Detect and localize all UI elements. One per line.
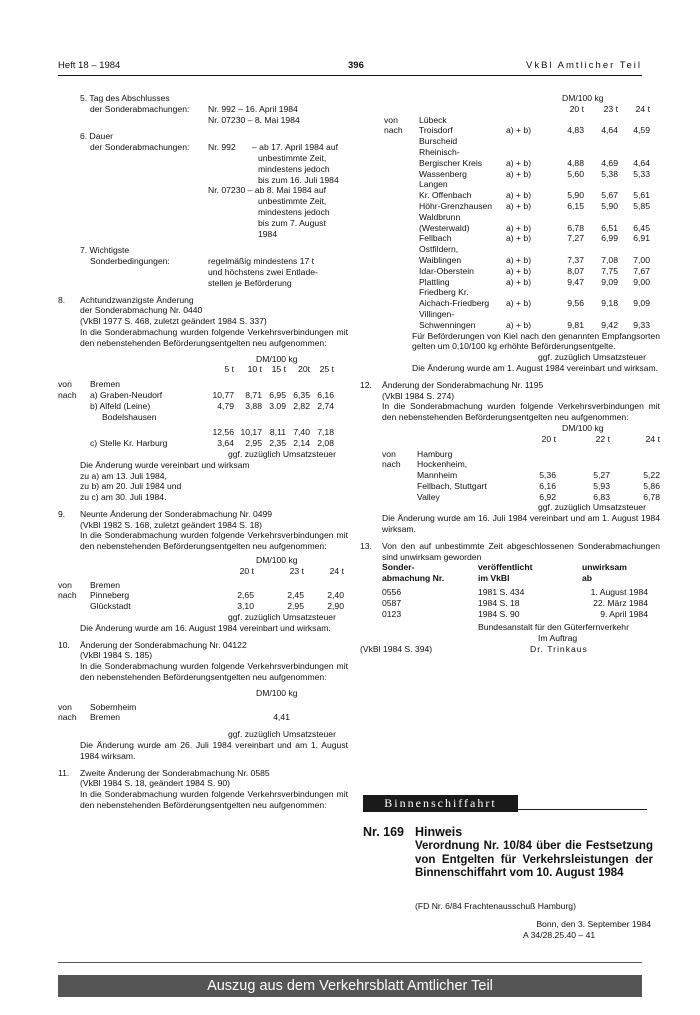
destination: a) Graben-Neudorf	[90, 389, 163, 400]
rate-cell: 6,92	[539, 491, 556, 502]
vat-note: ggf. zuzüglich Umsatzsteuer	[228, 448, 336, 459]
rate-cell: 9,00	[633, 276, 650, 287]
rate-cell: 5,22	[643, 470, 660, 481]
effective-date: zu b) am 20. Juli 1984 und	[80, 481, 182, 492]
section-12	[360, 380, 660, 535]
route-marker: a) + b)	[506, 190, 532, 201]
table-row	[360, 233, 660, 244]
rate-cell: 2,45	[287, 590, 304, 601]
section-number: 13.	[360, 540, 372, 551]
nach-label: nach	[58, 389, 77, 400]
item-7-value: regelmäßig mindestens 17 t	[208, 256, 315, 267]
rate-cell: 3.09	[269, 400, 286, 411]
table-row	[360, 212, 660, 223]
rate-cell: 6,51	[601, 222, 618, 233]
notice-source: (FD Nr. 6/84 Frachtenausschuß Hamburg)	[415, 901, 576, 911]
col-header: 24 t	[635, 103, 650, 114]
rate-cell: 9,42	[601, 319, 618, 330]
rate-cell: 9,56	[567, 298, 584, 309]
table-row	[382, 449, 660, 460]
rate-cell: 2,74	[317, 400, 334, 411]
table-row	[58, 701, 348, 713]
reference: (VkBl 1984 S. 394)	[360, 644, 433, 655]
section-number: 10.	[58, 639, 70, 650]
table-cell: 9. April 1984	[600, 608, 648, 619]
rate-cell: 2,90	[327, 601, 344, 612]
rate-cell: 6,35	[293, 389, 310, 400]
origin: Bremen	[90, 379, 121, 390]
item-6-label: der Sonderabmachungen:	[90, 142, 190, 153]
item-6-value: Nr. 992	[208, 142, 236, 153]
rate-cell: 6,16	[539, 480, 556, 491]
rate-cell: 9,33	[633, 319, 650, 330]
table-header	[382, 573, 660, 584]
rate-cell: 10,17	[240, 427, 262, 438]
item-6-value: unbestimmte Zeit,	[258, 196, 327, 207]
rate-cell: 2,14	[293, 438, 310, 449]
item-6-value: – ab 17. April 1984 auf	[252, 142, 339, 153]
rate-cell: 4,69	[601, 157, 618, 168]
rate-cell: 5,67	[601, 190, 618, 201]
destination: Bergischer Kreis	[419, 157, 483, 168]
table-row	[382, 609, 660, 620]
col-header: 5 t	[224, 364, 234, 375]
rate-cell: 7,40	[293, 427, 310, 438]
rate-cell: 3,10	[237, 601, 254, 612]
effective-note: Die Änderung wurde am 16. Juli 1984 vereinbart und am 1. August 1984 wirksam.	[382, 513, 660, 535]
item-6-value: mindestens jedoch	[258, 206, 330, 217]
unit-label: DM/100 kg	[562, 93, 604, 103]
col-header: ab	[582, 573, 593, 584]
rate-cell: 6,78	[567, 222, 584, 233]
table-cell: 1984 S. 18	[478, 597, 520, 608]
table-row	[360, 287, 660, 298]
rate-cell: 7,67	[633, 265, 650, 276]
destination: Waiblingen	[419, 254, 462, 265]
destination: Troisdorf	[419, 125, 453, 136]
item-7-title: 7. Wichtigste	[80, 245, 130, 256]
table-header	[382, 434, 660, 445]
section-11	[58, 768, 348, 811]
authority: Bundesanstalt für den Güterfernverkehr	[478, 622, 629, 633]
von-label: von	[384, 114, 398, 125]
rate-cell: 2,95	[287, 601, 304, 612]
rate-cell: 4,64	[633, 157, 650, 168]
item-7-value: und höchstens zwei Entlade-	[208, 266, 318, 277]
nach-label: nach	[58, 590, 77, 601]
destination: Burscheid	[419, 136, 458, 147]
destination: b) Alfeld (Leine)	[90, 400, 151, 411]
table-row	[360, 201, 660, 212]
destination: c) Stelle Kr. Harburg	[90, 438, 168, 449]
table-row	[58, 590, 348, 601]
col-header: 20 t	[569, 103, 584, 114]
von-label: von	[58, 579, 72, 590]
rate-cell: 9,81	[567, 319, 584, 330]
table-row	[80, 427, 348, 438]
route-marker: a) + b)	[506, 276, 532, 287]
item-7-label: Sonderbedingungen:	[90, 256, 170, 267]
col-header: 23 t	[603, 103, 618, 114]
route-marker: a) + b)	[506, 168, 532, 179]
section-9	[58, 509, 348, 634]
section-title: Achtundzwanzigste Änderung	[80, 294, 194, 305]
item-5-title: 5. Tag des Abschlusses	[80, 93, 170, 103]
left-column	[58, 93, 348, 811]
col-header: 20t	[298, 364, 310, 375]
rate-cell: 5,90	[567, 190, 584, 201]
kiel-note: Für Beförderungen von Kiel nach den genannten Empfangsorten gelten um 0,10/100 kg erhöhte Beförderungsentgelte.	[412, 330, 660, 352]
rate-cell: 8,71	[245, 389, 262, 400]
destination: Pinneberg	[90, 590, 130, 601]
rate-cell: 4,41	[273, 712, 290, 723]
table-row	[360, 147, 660, 158]
table-cell: 22. März 1984	[593, 597, 648, 608]
rate-cell: 9,09	[633, 298, 650, 309]
destination: Hockenheim,	[417, 459, 468, 470]
rate-cell: 5,61	[633, 190, 650, 201]
page-number: 396	[348, 60, 364, 71]
table-row	[80, 412, 348, 423]
table-cell: 0587	[382, 597, 402, 608]
vat-note: ggf. zuzüglich Umsatzsteuer	[228, 729, 336, 740]
section-number: 11.	[58, 767, 70, 778]
table-row	[80, 601, 348, 612]
section-text: In die Sonderabmachung wurden folgende Verkehrsverbindungen mit den nebenstehenden Beförderungsentgelten neu aufgenommen:	[80, 661, 348, 683]
col-header: 24 t	[645, 433, 660, 444]
route-marker: a) + b)	[506, 125, 532, 136]
destination: Langen	[419, 179, 448, 190]
von-label: von	[382, 448, 396, 459]
unit-label: DM/100 kg	[256, 555, 298, 566]
destination: Bremen	[90, 712, 121, 723]
destination: Waldbrunn	[419, 211, 461, 222]
origin: Sobernheim	[90, 701, 137, 712]
rate-cell: 9,09	[601, 276, 618, 287]
item-7	[80, 245, 348, 288]
table-row	[382, 598, 660, 609]
rate-cell: 4,88	[567, 157, 584, 168]
table-row	[382, 492, 660, 503]
section-reference: (VkBl 1984 S. 274)	[382, 390, 455, 401]
rate-cell: 9,47	[567, 276, 584, 287]
rate-cell: 4,59	[633, 125, 650, 136]
section-text: In die Sonderabmachung wurden folgende Verkehrsverbindungen mit den nebenstehenden Beförderungsentgelten neu aufgenommen:	[80, 530, 348, 552]
table-row	[58, 712, 348, 723]
von-label: von	[58, 379, 72, 390]
destination: Kr. Offenbach	[419, 190, 472, 201]
destination: Fellbach	[419, 233, 452, 244]
destination: Valley	[417, 491, 440, 502]
section-reference: (VkBl 1984 S. 18, geändert 1984 S. 90)	[80, 778, 231, 789]
effective-note: Die Änderung wurde am 16. August 1984 vereinbart und wirksam.	[80, 622, 331, 633]
section-number: 8.	[58, 294, 66, 305]
col-header: 25 t	[319, 364, 334, 375]
rate-cell: 6,78	[643, 491, 660, 502]
rate-cell: 6,45	[633, 222, 650, 233]
rate-cell: 7,27	[567, 233, 584, 244]
section-number: 12.	[360, 379, 372, 390]
right-column	[360, 93, 660, 655]
section-title: der Sonderabmachung Nr. 0440	[80, 305, 203, 316]
rate-cell: 7,18	[317, 427, 334, 438]
section-8	[58, 295, 348, 503]
section-title: Neunte Änderung der Sonderabmachung Nr. 0499	[80, 508, 273, 519]
table-row	[58, 389, 348, 401]
rate-cell: 7,00	[633, 254, 650, 265]
table-row	[58, 379, 348, 390]
rate-cell: 2,65	[237, 590, 254, 601]
section-text: In die Sonderabmachung wurden folgende Verkehrsverbindungen mit den nebenstehenden Beförderungsentgelten neu aufgenommen:	[80, 326, 348, 348]
rate-cell: 12,56	[212, 427, 234, 438]
col-header: 23 t	[289, 565, 304, 576]
rate-cell: 5,85	[633, 200, 650, 211]
unit-label: DM/100 kg	[562, 422, 604, 433]
rate-cell: 4,83	[567, 125, 584, 136]
rate-cell: 7,37	[567, 254, 584, 265]
item-6-title: 6. Dauer	[80, 131, 113, 142]
destination: Plattling	[419, 276, 450, 287]
col-header: 10 t	[247, 364, 262, 375]
table-row	[58, 579, 348, 591]
rate-cell: 5,86	[643, 480, 660, 491]
table-row	[360, 255, 660, 266]
header-rule	[58, 75, 642, 76]
table-cell: 1984 S. 90	[478, 608, 520, 619]
item-6-value: 1984	[258, 228, 278, 239]
table-row	[382, 459, 660, 470]
item-5-value: Nr. 992 – 16. April 1984	[208, 103, 298, 114]
origin: Lübeck	[419, 114, 447, 125]
notice-heading: Hinweis	[415, 825, 463, 839]
section-text: In die Sonderabmachung wurden folgende Verkehrsverbindungen mit den nebenstehenden Beförderungsentgelten neu aufgenommen:	[80, 789, 348, 811]
rate-cell: 5,36	[539, 470, 556, 481]
item-6-value: unbestimmte Zeit,	[258, 152, 327, 163]
page-header	[58, 60, 642, 76]
item-6-value: Nr. 07230 – ab 8. Mai 1984 auf	[208, 185, 327, 196]
rate-cell: 8,07	[567, 265, 584, 276]
rate-cell: 5,27	[593, 470, 610, 481]
item-5-label: der Sonderabmachungen:	[90, 103, 190, 114]
col-header: 22 t	[595, 433, 610, 444]
effective-date: zu c) am 30. Juli 1984.	[80, 492, 167, 503]
table-row	[360, 115, 660, 126]
col-header: veröffentlicht	[478, 562, 533, 573]
table-row	[360, 125, 660, 136]
rate-cell: 2,08	[317, 438, 334, 449]
table-row	[360, 244, 660, 255]
table-row	[382, 481, 660, 492]
destination: Friedberg Kr.	[419, 287, 469, 298]
von-label: von	[58, 701, 72, 712]
route-marker: a) + b)	[506, 319, 532, 330]
origin: Bremen	[90, 579, 121, 590]
rate-table	[360, 125, 660, 330]
footer-banner: Auszug aus dem Verkehrsblatt Amtlicher Teil	[58, 975, 642, 997]
rate-cell: 5,33	[633, 168, 650, 179]
table-row	[382, 587, 660, 598]
destination: Idar-Oberstein	[419, 265, 474, 276]
footer-rule	[58, 962, 642, 963]
publication-title: VkBl Amtlicher Teil	[526, 60, 642, 71]
col-header: unwirksam	[582, 562, 627, 573]
col-header: im VkBl	[478, 573, 510, 584]
route-marker: a) + b)	[506, 298, 532, 309]
unit-label: DM/100 kg	[256, 353, 298, 364]
rate-cell: 7,75	[601, 265, 618, 276]
rate-cell: 2,82	[293, 400, 310, 411]
unit-label: DM/100 kg	[256, 687, 298, 698]
table-row	[360, 190, 660, 201]
rate-cell: 6,99	[601, 233, 618, 244]
section-title: Änderung der Sonderabmachung Nr. 1195	[382, 379, 544, 390]
rate-cell: 9,18	[601, 298, 618, 309]
table-row	[382, 470, 660, 481]
destination: Glückstadt	[90, 601, 131, 612]
table-row	[360, 266, 660, 277]
item-6-value: mindestens jedoch	[258, 163, 330, 174]
table-row	[80, 438, 348, 449]
effective-note: Die Änderung wurde vereinbart und wirksam	[80, 459, 250, 470]
section-reference: (VkBl 1984 S. 185)	[80, 650, 153, 661]
destination: Bodelshausen	[102, 411, 157, 422]
table-cell: 1981 S. 434	[478, 587, 525, 598]
section-text: In die Sonderabmachung wurden folgende Verkehrsverbindungen mit den nebenstehenden Beförderungsentgelten neu aufgenommen:	[382, 401, 660, 423]
destination: Höhr-Grenzhausen	[419, 200, 493, 211]
nach-label: nach	[384, 125, 403, 136]
route-marker: a) + b)	[506, 265, 532, 276]
table-row	[360, 169, 660, 180]
rate-cell: 2,35	[269, 438, 286, 449]
route-marker: a) + b)	[506, 233, 532, 244]
section-text: Von den auf unbestimmte Zeit abgeschlossenen Sonderabmachungen sind unwirksam geworden	[382, 540, 660, 562]
effective-note: Die Änderung wurde am 1. August 1984 vereinbart und wirksam.	[412, 362, 659, 373]
table-header	[360, 104, 660, 115]
vat-note: ggf. zuzüglich Umsatzsteuer	[538, 352, 646, 363]
rate-cell: 3,88	[245, 400, 262, 411]
route-marker: a) + b)	[506, 222, 532, 233]
item-7-value: stellen je Beförderung	[208, 277, 292, 288]
table-row	[360, 298, 660, 309]
rate-cell: 4,79	[217, 400, 234, 411]
rate-cell: 5,93	[593, 480, 610, 491]
item-5-value: Nr. 07230 – 8. Mai 1984	[208, 114, 300, 125]
item-6-value: bis zum 16. Juli 1984	[258, 174, 339, 185]
signature-name: Dr. Trinkaus	[530, 644, 588, 655]
vat-note: ggf. zuzüglich Umsatzsteuer	[228, 612, 336, 623]
destination: Wassenberg	[419, 168, 467, 179]
table-row	[360, 223, 660, 234]
rate-cell: 5,38	[601, 168, 618, 179]
rate-cell: 4,64	[601, 125, 618, 136]
section-number: 9.	[58, 508, 66, 519]
col-header: 24 t	[329, 565, 344, 576]
section-reference: (VkBl 1982 S. 168, zuletzt geändert 1984 S. 18)	[80, 519, 263, 530]
destination: (Westerwald)	[419, 222, 470, 233]
rate-cell: 6,16	[317, 389, 334, 400]
rate-cell: 6,95	[269, 389, 286, 400]
nach-label: nach	[58, 712, 77, 723]
rate-cell: 5,60	[567, 168, 584, 179]
col-header: abmachung Nr.	[382, 573, 445, 584]
table-cell: 1. August 1984	[590, 587, 648, 598]
nach-label: nach	[382, 459, 401, 470]
section-title: Zweite Änderung der Sonderabmachung Nr. 0585	[80, 767, 270, 778]
item-6	[80, 131, 348, 239]
route-marker: a) + b)	[506, 200, 532, 211]
col-header: 20 t	[239, 565, 254, 576]
route-marker: a) + b)	[506, 254, 532, 265]
rate-cell: 3,64	[217, 438, 234, 449]
destination: Fellbach, Stuttgart	[417, 480, 487, 491]
destination: Aichach-Friedberg	[419, 298, 490, 309]
table-row	[360, 179, 660, 190]
effective-note: Die Änderung wurde am 26. Juli 1984 vereinbart und am 1. August 1984 wirksam.	[80, 740, 348, 761]
table-cell: 0123	[382, 608, 402, 619]
route-marker: a) + b)	[506, 157, 532, 168]
section-reference: (VkBl 1977 S. 468, zuletzt geändert 1984 S. 337)	[80, 316, 267, 327]
col-header: 15 t	[271, 364, 286, 375]
table-header	[80, 364, 348, 375]
table-cell: 0556	[382, 587, 402, 598]
table-header	[80, 566, 348, 577]
rate-cell: 6,15	[567, 200, 584, 211]
col-header: Sonder-	[382, 562, 415, 573]
vat-note: ggf. zuzüglich Umsatzsteuer	[538, 502, 646, 513]
col-header: 20 t	[541, 433, 556, 444]
notice-number: Nr. 169	[363, 825, 405, 839]
destination: Mannheim	[417, 470, 458, 481]
origin: Hamburg	[417, 448, 453, 459]
notice-date: Bonn, den 3. September 1984	[536, 919, 651, 929]
rate-cell: 7,08	[601, 254, 618, 265]
destination: Rheinisch-	[419, 146, 460, 157]
section-13	[360, 541, 660, 655]
notice-title: Verordnung Nr. 10/84 über die Festsetzung von Entgelten für Verkehrsleistungen der Binnenschiffahrt vom 10. August 1984	[415, 840, 653, 880]
rate-cell: 6,91	[633, 233, 650, 244]
rate-cell: 2,40	[327, 590, 344, 601]
rate-cell: 10,77	[212, 389, 234, 400]
table-row	[360, 158, 660, 169]
rate-cell: 2,95	[245, 438, 262, 449]
on-behalf: Im Auftrag	[538, 633, 578, 644]
issue-label: Heft 18 – 1984	[58, 60, 121, 71]
table-row	[80, 401, 348, 412]
item-5	[80, 93, 348, 125]
table-row	[360, 136, 660, 147]
table-header	[382, 562, 660, 573]
effective-date: zu a) am 13. Juli 1984,	[80, 470, 167, 481]
table-row	[360, 277, 660, 288]
destination: Ostfildern,	[419, 244, 459, 255]
section-title: Änderung der Sonderabmachung Nr. 04122	[80, 639, 247, 650]
rate-cell: 6,83	[593, 491, 610, 502]
section-10	[58, 640, 348, 762]
item-6-value: bis zum 7. August	[258, 217, 326, 228]
destination: Villingen-	[419, 308, 455, 319]
destination: Schwenningen	[419, 319, 476, 330]
table-row	[360, 309, 660, 320]
table-row	[360, 320, 660, 331]
rate-cell: 8,11	[269, 427, 286, 438]
file-reference: A 34/28.25.40 – 41	[523, 930, 596, 940]
rate-cell: 5,90	[601, 200, 618, 211]
section-heading: Binnenschiffahrt	[363, 795, 518, 812]
